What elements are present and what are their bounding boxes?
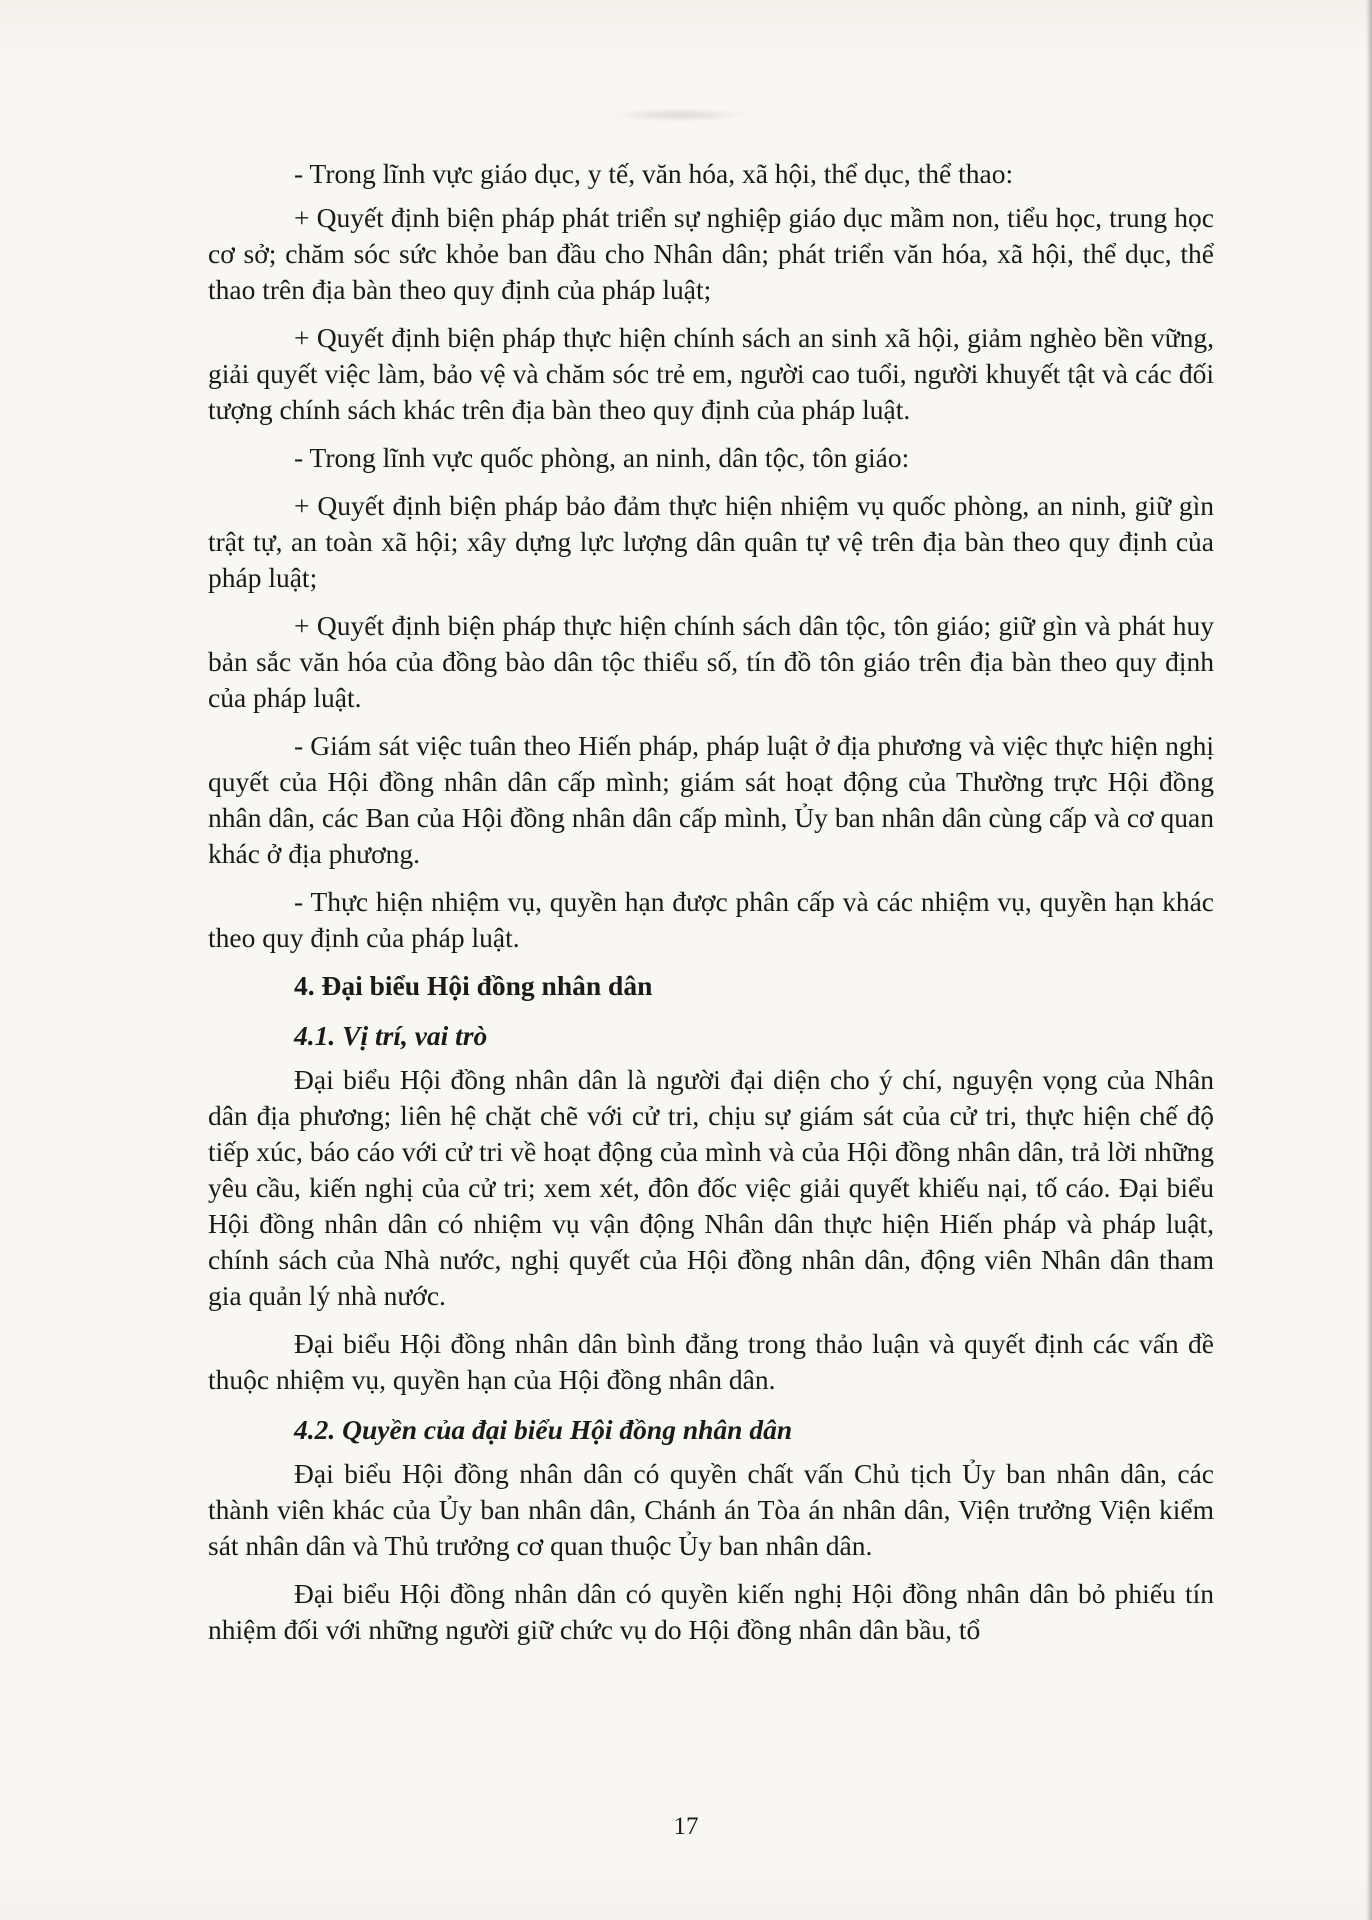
paragraph-defense-sector: - Trong lĩnh vực quốc phòng, an ninh, dân tộc, tôn giáo: bbox=[294, 442, 910, 473]
paragraph-delegate-role: Đại biểu Hội đồng nhân dân là người đại diện cho ý chí, nguyện vọng của Nhân dân địa phương; liên hệ chặt chẽ với cử tri, chịu sự giám sát của cử tri, thực hiện chế độ tiếp xúc, báo cáo với cử tri về hoạt động của mình và của Hội đồng nhân dân, trả lời những yêu cầu, kiến nghị của cử tri; xem xét, đôn đốc việc giải quyết khiếu nại, tố cáo. Đại biểu Hội đồng nhân dân có nhiệm vụ vận động Nhân dân thực hiện Hiến pháp và pháp luật, chính sách của Nhà nước, nghị quyết của Hội đồng nhân dân, động viên Nhân dân tham gia quản lý nhà nước. bbox=[208, 1064, 1214, 1311]
page-content bbox=[208, 156, 1214, 1648]
paragraph-education-measures: + Quyết định biện pháp phát triển sự nghiệp giáo dục mầm non, tiểu học, trung học cơ sở; chăm sóc sức khỏe ban đầu cho Nhân dân; phát triển văn hóa, xã hội, thể dục, thể thao trên địa bàn theo quy định của pháp luật; bbox=[208, 202, 1214, 305]
paragraph-defense-measures: + Quyết định biện pháp bảo đảm thực hiện nhiệm vụ quốc phòng, an ninh, giữ gìn trật tự, an toàn xã hội; xây dựng lực lượng dân quân tự vệ trên địa bàn theo quy định của pháp luật; bbox=[208, 490, 1214, 593]
paragraph-delegate-equality: Đại biểu Hội đồng nhân dân bình đẳng trong thảo luận và quyết định các vấn đề thuộc nhiệm vụ, quyền hạn của Hội đồng nhân dân. bbox=[208, 1328, 1214, 1395]
subsection-heading-position-role: 4.1. Vị trí, vai trò bbox=[294, 1020, 488, 1051]
paragraph-education-sector: - Trong lĩnh vực giáo dục, y tế, văn hóa, xã hội, thể dục, thể thao: bbox=[294, 158, 1014, 189]
subsection-heading-delegate-rights: 4.2. Quyền của đại biểu Hội đồng nhân dân bbox=[294, 1414, 793, 1445]
scan-artifact bbox=[610, 108, 750, 122]
page-number: 17 bbox=[673, 1813, 699, 1840]
paragraph-social-security-measures: + Quyết định biện pháp thực hiện chính sách an sinh xã hội, giảm nghèo bền vững, giải quyết việc làm, bảo vệ và chăm sóc trẻ em, người cao tuổi, người khuyết tật và các đối tượng chính sách khác trên địa bàn theo quy định của pháp luật. bbox=[208, 322, 1214, 425]
section-heading: 4. Đại biểu Hội đồng nhân dân bbox=[294, 970, 653, 1001]
paragraph-right-to-confidence-vote: Đại biểu Hội đồng nhân dân có quyền kiến nghị Hội đồng nhân dân bỏ phiếu tín nhiệm đối với những người giữ chức vụ do Hội đồng nhân dân bầu, tổ bbox=[208, 1578, 1214, 1645]
page-edge-shadow bbox=[1366, 0, 1372, 1920]
paragraph-right-to-question: Đại biểu Hội đồng nhân dân có quyền chất vấn Chủ tịch Ủy ban nhân dân, các thành viên khác của Ủy ban nhân dân, Chánh án Tòa án nhân dân, Viện trưởng Viện kiểm sát nhân dân và Thủ trưởng cơ quan thuộc Ủy ban nhân dân. bbox=[208, 1458, 1214, 1561]
paragraph-ethnic-religion-measures: + Quyết định biện pháp thực hiện chính sách dân tộc, tôn giáo; giữ gìn và phát huy bản sắc văn hóa của đồng bào dân tộc thiểu số, tín đồ tôn giáo trên địa bàn theo quy định của pháp luật. bbox=[208, 610, 1214, 713]
paragraph-supervision: - Giám sát việc tuân theo Hiến pháp, pháp luật ở địa phương và việc thực hiện nghị quyết của Hội đồng nhân dân cấp mình; giám sát hoạt động của Thường trực Hội đồng nhân dân, các Ban của Hội đồng nhân dân cấp mình, Ủy ban nhân dân cùng cấp và cơ quan khác ở địa phương. bbox=[208, 730, 1214, 869]
paragraph-delegated-duties: - Thực hiện nhiệm vụ, quyền hạn được phân cấp và các nhiệm vụ, quyền hạn khác theo quy định của pháp luật. bbox=[208, 886, 1214, 953]
